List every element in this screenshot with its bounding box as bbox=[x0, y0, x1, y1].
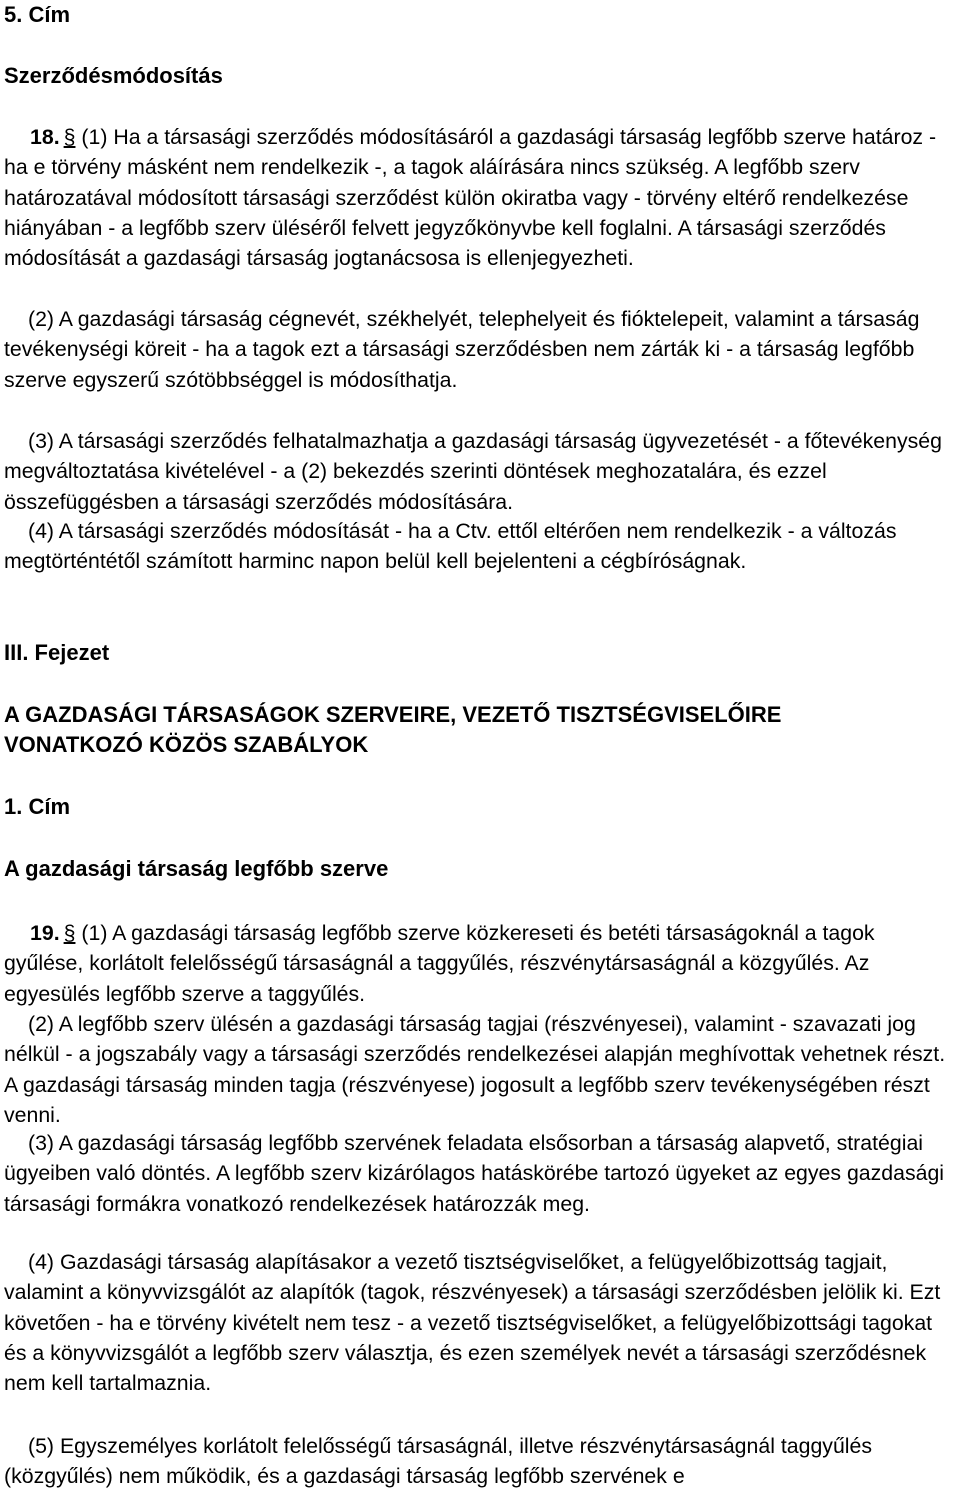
heading-cim-1: 1. Cím bbox=[4, 794, 71, 819]
heading-cim-5: 5. Cím bbox=[4, 2, 71, 27]
heading-chapter-title-line-1: A GAZDASÁGI TÁRSASÁGOK SZERVEIRE, VEZETŐ TISZTSÉGVISELŐIRE bbox=[4, 702, 782, 727]
section-number: 19. bbox=[30, 921, 60, 945]
section-18-paragraph-4: (4) A társasági szerződés módosítását - ha a Ctv. ettől eltérően nem rendelkezik - a változás megtörténtétől számított harminc napon belül kell bejelenteni a cégbíróságnak. bbox=[4, 519, 897, 574]
section-19-paragraph-4: (4) Gazdasági társaság alapításakor a vezető tisztségviselőket, a felügyelőbizottság tagjait, valamint a könyvvizsgálót az alapítók (tagok, részvényesek) a társasági szerződésben jelölik ki. Ezt követően - ha e törvény kivételt nem tesz - a vezető tisztségviselőket, a felügyelőbizottsági tagokat és a könyvvizsgálót a legfőbb szerv választja, és ezen személyek nevét a társasági szerződésnek nem kell tartalmaznia. bbox=[4, 1250, 941, 1396]
paragraph-text-start: (1) Ha a társasági szerződés módosításáról a gazdasági társaság legfőbb bbox=[75, 125, 778, 149]
section-18-paragraph-2: (2) A gazdasági társaság cégnevét, székhelyét, telephelyeit és fióktelepeit, valamint a társaság tevékenységi köreit - ha a tagok ezt a társasági szerződésben nem zárták ki - a társaság legfőbb szerve egyszerű szótöbbséggel is módosíthatja. bbox=[4, 307, 920, 392]
heading-szerzodesmodositas: Szerződésmódosítás bbox=[4, 63, 223, 88]
section-19-paragraph-1 bbox=[4, 918, 956, 1009]
paragraph-text-start: (1) A gazdasági társaság legfőbb szerve közkereseti és betéti bbox=[75, 921, 661, 945]
paragraph-text-rest: szerve határoz - ha e törvény másként nem rendelkezik -, a tagok aláírására nincs szükség. A legfőbb szerv határozatával módosított társasági szerződést külön okiratba vagy - törvény eltérő rendelkezése hiányában - a legfőbb szerv üléséről felvett jegyzőkönyvbe kell foglalni. A társasági szerződés módosítását a gazdasági társaság jogtanácsosa is ellenjegyezheti. bbox=[4, 125, 937, 271]
section-18-paragraph-3: (3) A társasági szerződés felhatalmazhatja a gazdasági társaság ügyvezetését - a főtevékenység megváltoztatása kivételével - a (2) bekezdés szerinti döntések meghozatalára, és ezzel összefüggésben a társasági szerződés módosítására. bbox=[4, 429, 942, 514]
heading-chapter-title-line-2: VONATKOZÓ KÖZÖS SZABÁLYOK bbox=[4, 732, 369, 757]
section-19-paragraph-5: (5) Egyszemélyes korlátolt felelősségű társaságnál, illetve részvénytársaságnál taggyűlés (közgyűlés) nem működik, és a gazdasági társaság legfőbb szervének e bbox=[4, 1434, 873, 1489]
section-sign-link[interactable]: § bbox=[63, 921, 76, 945]
section-sign-link[interactable]: § bbox=[63, 125, 76, 149]
heading-legfobb-szerve: A gazdasági társaság legfőbb szerve bbox=[4, 856, 389, 881]
section-number: 18. bbox=[30, 125, 60, 149]
section-18-paragraph-1 bbox=[4, 122, 956, 273]
section-19-paragraph-3: (3) A gazdasági társaság legfőbb szervének feladata elsősorban a társaság alapvető, stratégiai ügyeiben való döntés. A legfőbb szerv kizárólagos hatáskörébe tartozó ügyeket az egyes gazdasági társasági formákra vonatkozó rendelkezések határozzák meg. bbox=[4, 1131, 945, 1216]
heading-fejezet-3: III. Fejezet bbox=[4, 640, 110, 665]
paragraph-text-rest: társaságoknál a tagok gyűlése, korlátolt felelősségű társaságnál a taggyűlés, részvénytársaságnál a közgyűlés. Az egyesülés legfőbb szerve a taggyűlés. bbox=[4, 921, 875, 1006]
section-19-paragraph-2: (2) A legfőbb szerv ülésén a gazdasági társaság tagjai (részvényesei), valamint - szavazati jog nélkül - a jogszabály vagy a társasági szerződés rendelkezései alapján meghívottak vehetnek részt. A gazdasági társaság minden tagja (részvényese) jogosult a legfőbb szerv tevékenységében részt venni. bbox=[4, 1012, 946, 1127]
